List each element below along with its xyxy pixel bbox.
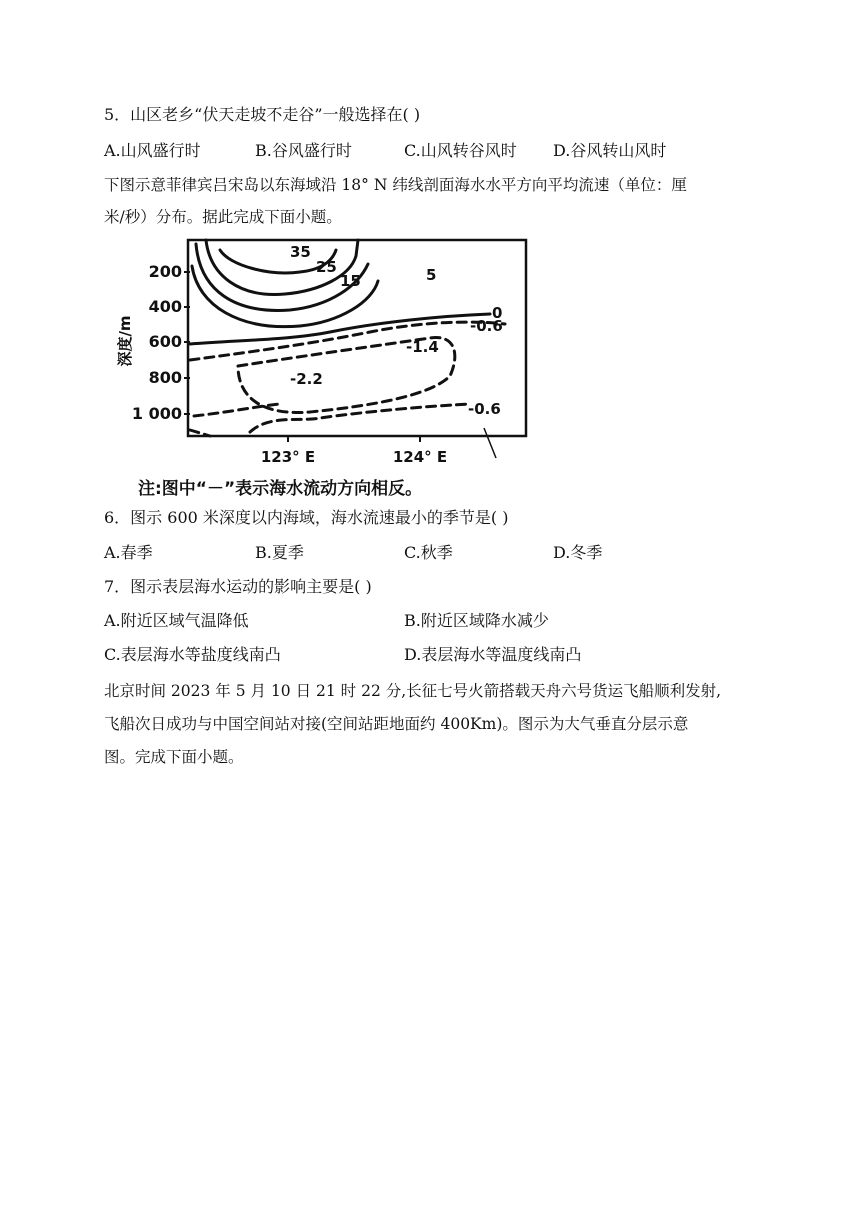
- velocity-contour-diagram: [110, 236, 530, 476]
- ocean-velocity-figure: [110, 236, 530, 500]
- label-neg-0-6-lower: -0.6: [468, 400, 501, 418]
- y-tick-200: 200: [148, 262, 182, 281]
- contour-neg-0-6-left: [194, 404, 280, 416]
- label-neg-2-2: -2.2: [290, 370, 323, 388]
- q6-stem: 6．图示 600 米深度以内海域，海水流速最小的季节是( ): [104, 508, 509, 527]
- intro1-line2: 米/秒）分布。据此完成下面小题。: [104, 208, 342, 226]
- q7-option-d: D.表层海水等温度线南凸: [404, 645, 582, 664]
- y-tick-600: 600: [148, 332, 182, 351]
- label-0: 0: [492, 304, 503, 322]
- q5-stem: 5．山区老乡“伏天走坡不走谷”一般选择在( ): [104, 105, 421, 124]
- label-15: 15: [340, 272, 361, 290]
- figure-note: 注:图中“－”表示海水流动方向相反。: [138, 479, 423, 499]
- q6-option-a: A.春季: [104, 543, 153, 562]
- y-tick-400: 400: [148, 297, 182, 316]
- q7-option-b: B.附近区域降水减少: [404, 611, 549, 630]
- intro2-line3: 图。完成下面小题。: [104, 748, 244, 766]
- label-35: 35: [290, 243, 311, 261]
- label-25: 25: [316, 258, 337, 276]
- q5-option-d: D.谷风转山风时: [553, 141, 667, 160]
- q5-option-a: A.山风盛行时: [104, 141, 201, 160]
- contour-neg-0-6-lower: [250, 404, 470, 432]
- y-tick-800: 800: [148, 368, 182, 387]
- intro1-line1: 下图示意菲律宾吕宋岛以东海域沿 18° N 纬线剖面海水水平方向平均流速（单位：厘: [104, 176, 687, 194]
- label-5: 5: [426, 266, 437, 284]
- intro2-line2: 飞船次日成功与中国空间站对接(空间站距地面约 400Km)。图示为大气垂直分层示意: [104, 715, 689, 733]
- q5-option-c: C.山风转谷风时: [404, 141, 517, 160]
- x-tick-123e: 123° E: [260, 448, 316, 466]
- q5-option-b: B.谷风盛行时: [255, 141, 352, 160]
- q6-option-b: B.夏季: [255, 543, 304, 562]
- contour-tick-mark: [484, 428, 496, 458]
- label-neg-1-4: -1.4: [406, 338, 439, 356]
- q7-stem: 7．图示表层海水运动的影响主要是( ): [104, 577, 372, 596]
- q7-option-a: A.附近区域气温降低: [104, 611, 249, 630]
- q7-option-c: C.表层海水等盐度线南凸: [104, 645, 281, 664]
- intro2-line1: 北京时间 2023 年 5 月 10 日 21 时 22 分,长征七号火箭搭载天舟六号货运飞船顺利发射,: [104, 682, 722, 700]
- label-neg-0-6-upper: -0.6: [470, 317, 503, 335]
- y-axis-title: 深度/m: [116, 315, 134, 367]
- y-tick-1000: 1 000: [131, 404, 182, 423]
- q6-option-d: D.冬季: [553, 543, 603, 562]
- x-tick-124e: 124° E: [392, 448, 448, 466]
- q6-option-c: C.秋季: [404, 543, 453, 562]
